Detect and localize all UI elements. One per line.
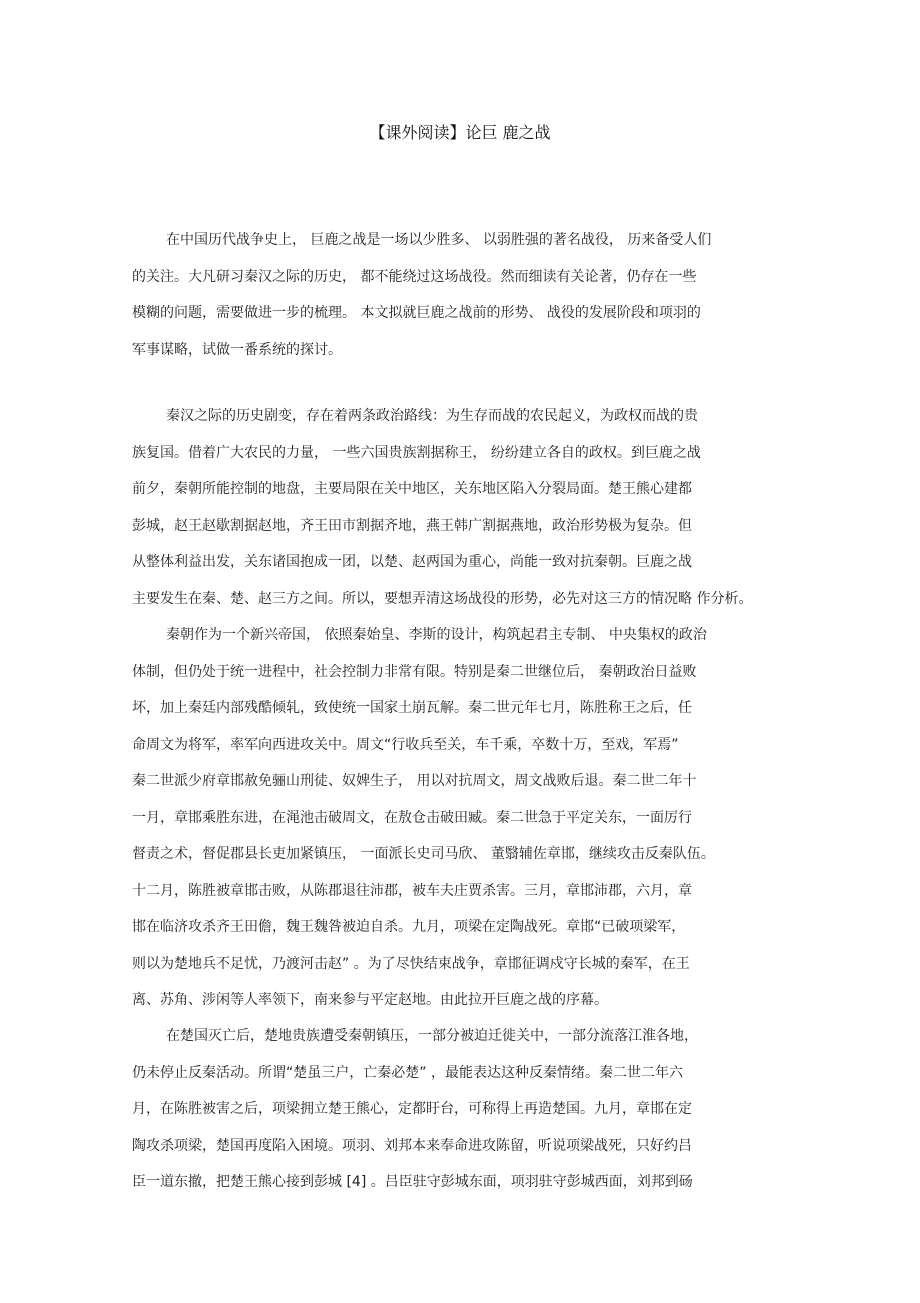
text-line: 离、苏角、涉闲等人率领下，南来参与平定赵地。由此拉开巨鹿之战的序幕。 bbox=[132, 992, 608, 1008]
paragraph-4 bbox=[132, 1018, 782, 1201]
text-line: 在中国历代战争史上， 巨鹿之战是一场以少胜多、 以弱胜强的著名战役， 历来备受人们 bbox=[166, 232, 712, 248]
text-line: 模糊的问题，需要做进一步的梳理。 本文拟就巨鹿之战前的形势、 战役的发展阶段和项羽的 bbox=[132, 305, 701, 321]
text-line: 族复国。借着广大农民的力量， 一些六国贵族割据称王， 纷纷建立各自的政权。到巨鹿之战 bbox=[132, 444, 701, 461]
text-line: 一月，章邯乘胜东进，在渑池击破周文，在敖仓击破田臧。秦二世急于平定关东，一面厉行 bbox=[132, 809, 692, 826]
text-line: 仍未停止反秦活动。所谓“楚虽三户，亡秦必楚” ，最能表达这种反秦情绪。秦二世二年六 bbox=[132, 1064, 683, 1081]
text-line: 的关注。大凡研习秦汉之际的历史， 都不能绕过这场战役。然而细读有关论著，仍存在一些 bbox=[132, 268, 697, 285]
text-line: 陶攻杀项梁，楚国再度陷入困境。项羽、刘邦本来奉命进攻陈留，听说项梁战死，只好约吕 bbox=[132, 1137, 692, 1154]
text-line: 从整体利益出发，关东诸国抱成一团，以楚、赵两国为重心，尚能一致对抗秦朝。巨鹿之战 bbox=[132, 554, 692, 570]
text-line: 则以为楚地兵不足忧，乃渡河击赵” 。为了尽快结束战争，章邯征调戍守长城的秦军，在王 bbox=[132, 955, 690, 972]
text-line: 命周文为将军，率军向西进攻关中。周文“行收兵至关，车千乘，卒数十万，至戏，军焉” bbox=[132, 736, 679, 753]
text-line: 十二月，陈胜被章邯击败，从陈郡退往沛郡，被车夫庄贾杀害。三月，章邯沛郡，六月，章 bbox=[132, 882, 692, 899]
text-line: 前夕，秦朝所能控制的地盘，主要局限在关中地区，关东地区陷入分裂局面。楚王熊心建都 bbox=[132, 481, 692, 497]
text-line: 臣一道东撤，把楚王熊心接到彭城 [4] 。吕臣驻守彭城东面，项羽驻守彭城西面，刘邦到砀 bbox=[132, 1174, 693, 1190]
text-line: 坏，加上秦廷内部残酷倾轧，致使统一国家土崩瓦解。秦二世元年七月，陈胜称王之后，任 bbox=[132, 700, 692, 716]
text-line: 邯在临济攻杀齐王田儋，魏王魏咎被迫自杀。九月，项梁在定陶战死。章邯“已破项梁军， bbox=[132, 919, 686, 935]
text-line: 彭城，赵王赵歇割据赵地，齐王田市割据齐地，燕王韩广割据燕地，政治形势极为复杂。但 bbox=[132, 517, 692, 534]
text-line: 在楚国灭亡后，楚地贵族遭受秦朝镇压，一部分被迫迁徙关中，一部分流落江淮各地， bbox=[166, 1028, 698, 1044]
text-line: 秦朝作为一个新兴帝国， 依照秦始皇、李斯的设计，构筑起君主专制、 中央集权的政治 bbox=[166, 627, 707, 643]
paragraph-1 bbox=[132, 222, 782, 368]
text-line: 秦汉之际的历史剧变，存在着两条政治路线：为生存而战的农民起义，为政权而战的贵 bbox=[166, 408, 698, 424]
document-title: 【课外阅读】论巨 鹿之战 bbox=[369, 123, 551, 142]
text-line: 体制，但仍处于统一进程中，社会控制力非常有限。特别是秦二世继位后， 秦朝政治日益败 bbox=[132, 663, 697, 680]
text-line: 主要发生在秦、楚、赵三方之间。所以，要想弄清这场战役的形势，必先对这三方的情况略 作分析。 bbox=[132, 590, 753, 607]
paragraph-3 bbox=[132, 617, 782, 1019]
text-line: 督责之术，督促郡县长吏加紧镇压， 一面派长史司马欣、 董翳辅佐章邯，继续攻击反秦队伍。 bbox=[132, 846, 715, 862]
text-line: 军事谋略，试做一番系统的探讨。 bbox=[132, 341, 342, 358]
text-line: 月，在陈胜被害之后，项梁拥立楚王熊心，定都盱台，可称得上再造楚国。九月，章邯在定 bbox=[132, 1101, 692, 1117]
text-line: 秦二世派少府章邯赦免骊山刑徒、奴婢生子， 用以对抗周文，周文战败后退。秦二世二年十 bbox=[132, 773, 697, 789]
paragraph-2 bbox=[132, 398, 782, 617]
